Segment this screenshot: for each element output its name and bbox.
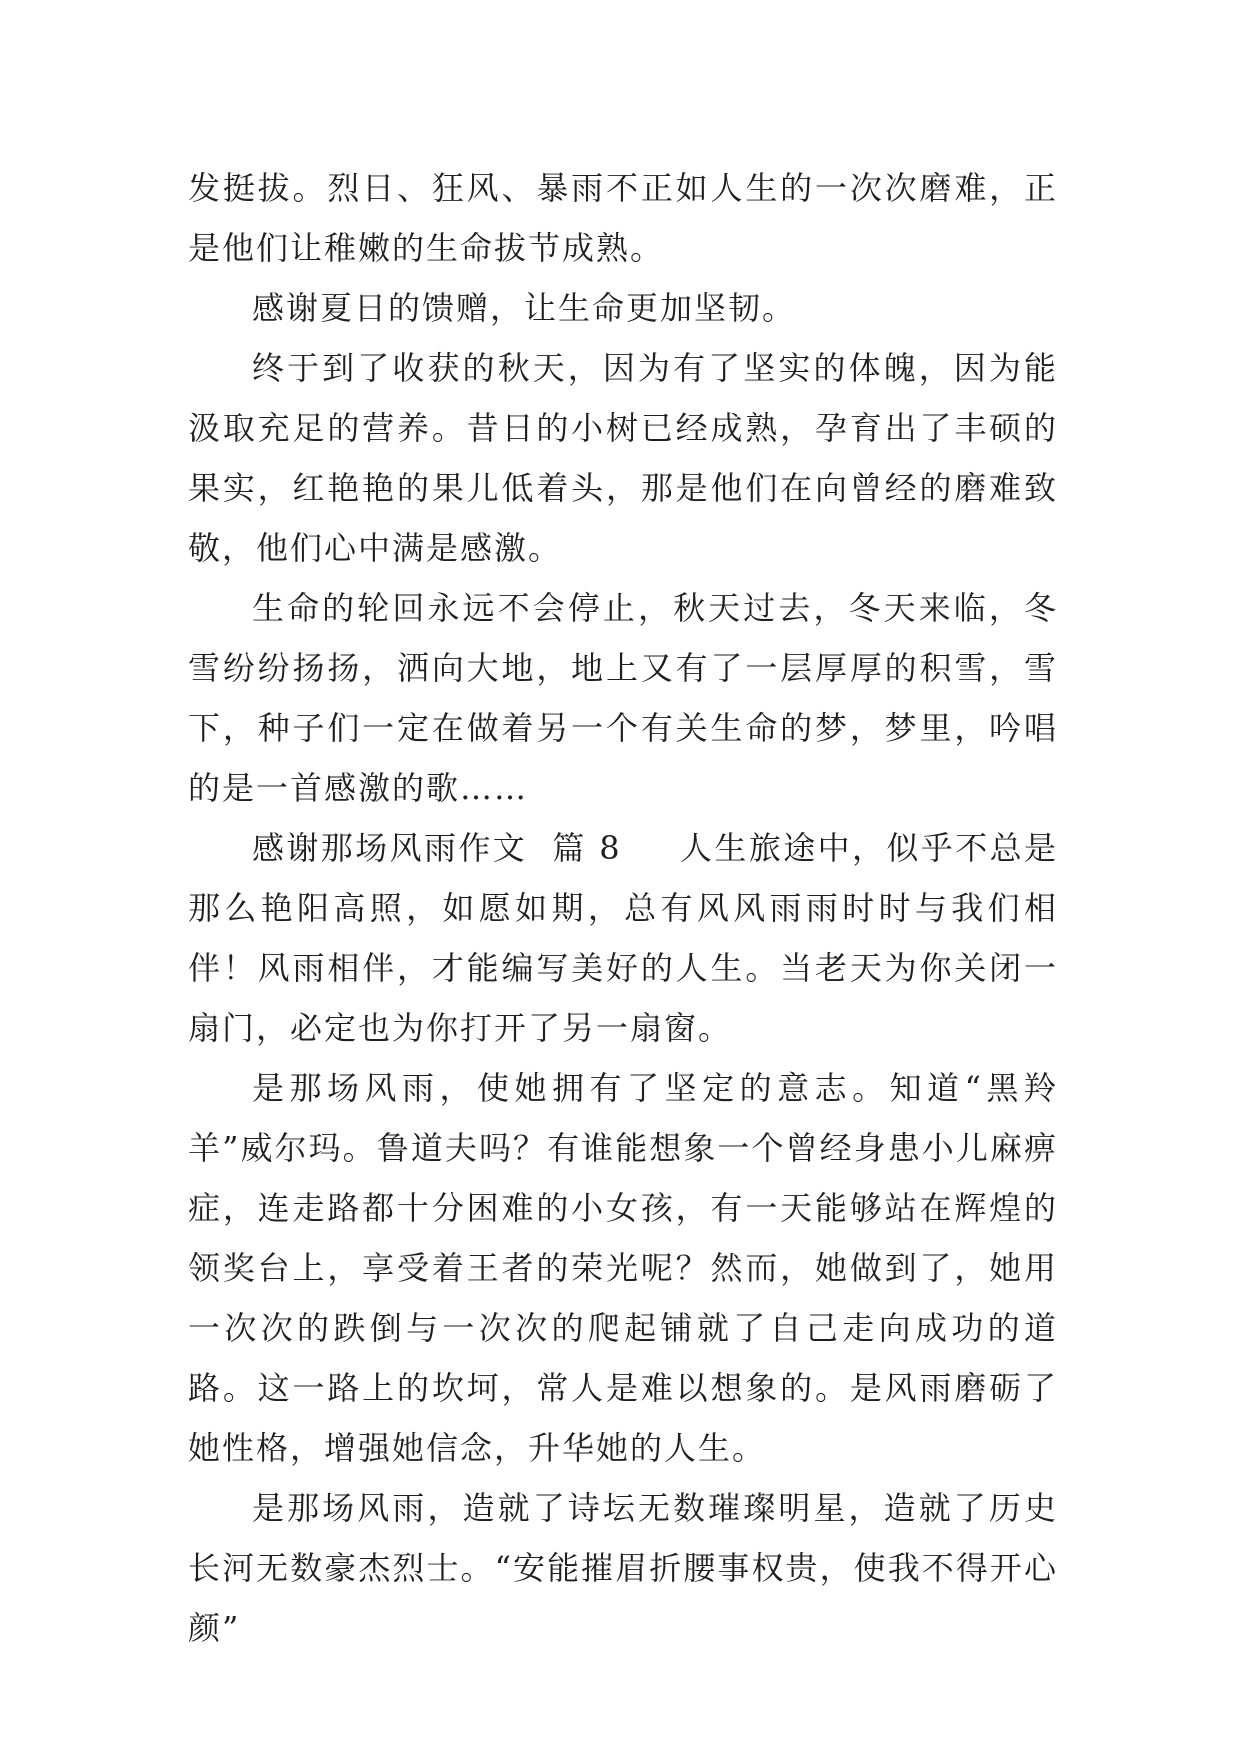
paragraph-6: 是那场风雨，造就了诗坛无数璀璨明星，造就了历史长河无数豪杰烈士。“安能摧眉折腰事权贵，使我不得开心颜”	[188, 1489, 1058, 1647]
section-number: 篇 8	[552, 829, 622, 867]
paragraph-3: 终于到了收获的秋天，因为有了坚实的体魄，因为能汲取充足的营养。昔日的小树已经成熟，孕育出了丰硕的果实，红艳艳的果儿低着头，那是他们在向曾经的磨难致敬，他们心中满是感激。	[188, 349, 1058, 567]
section-heading: 感谢那场风雨作文	[252, 829, 528, 867]
paragraph-1: 发挺拔。烈日、狂风、暴雨不正如人生的一次次磨难，正是他们让稚嫩的生命拔节成熟。	[188, 169, 1058, 267]
paragraph-4: 生命的轮回永远不会停止，秋天过去，冬天来临，冬雪纷纷扬扬，洒向大地，地上又有了一层厚厚的积雪，雪下，种子们一定在做着另一个有关生命的梦，梦里，吟唱的是一首感激的歌……	[188, 589, 1058, 807]
document-body	[188, 158, 1058, 1658]
section-text: 人生旅途中，似乎不总是那么艳阳高照，如愿如期，总有风风雨雨时时与我们相伴！风雨相伴，才能编写美好的人生。当老天为你关闭一扇门，必定也为你打开了另一扇窗。	[188, 829, 1058, 1047]
section-paragraph	[188, 818, 1058, 1058]
paragraph-2: 感谢夏日的馈赠，让生命更加坚韧。	[252, 289, 797, 327]
paragraph-5: 是那场风雨，使她拥有了坚定的意志。知道“黑羚羊”威尔玛。鲁道夫吗？有谁能想象一个曾经身患小儿麻痹症，连走路都十分困难的小女孩，有一天能够站在辉煌的领奖台上，享受着王者的荣光呢？然而，她做到了，她用一次次的跌倒与一次次的爬起铺就了自己走向成功的道路。这一路上的坎坷，常人是难以想象的。是风雨磨砺了她性格，增强她信念，升华她的人生。	[188, 1069, 1058, 1467]
